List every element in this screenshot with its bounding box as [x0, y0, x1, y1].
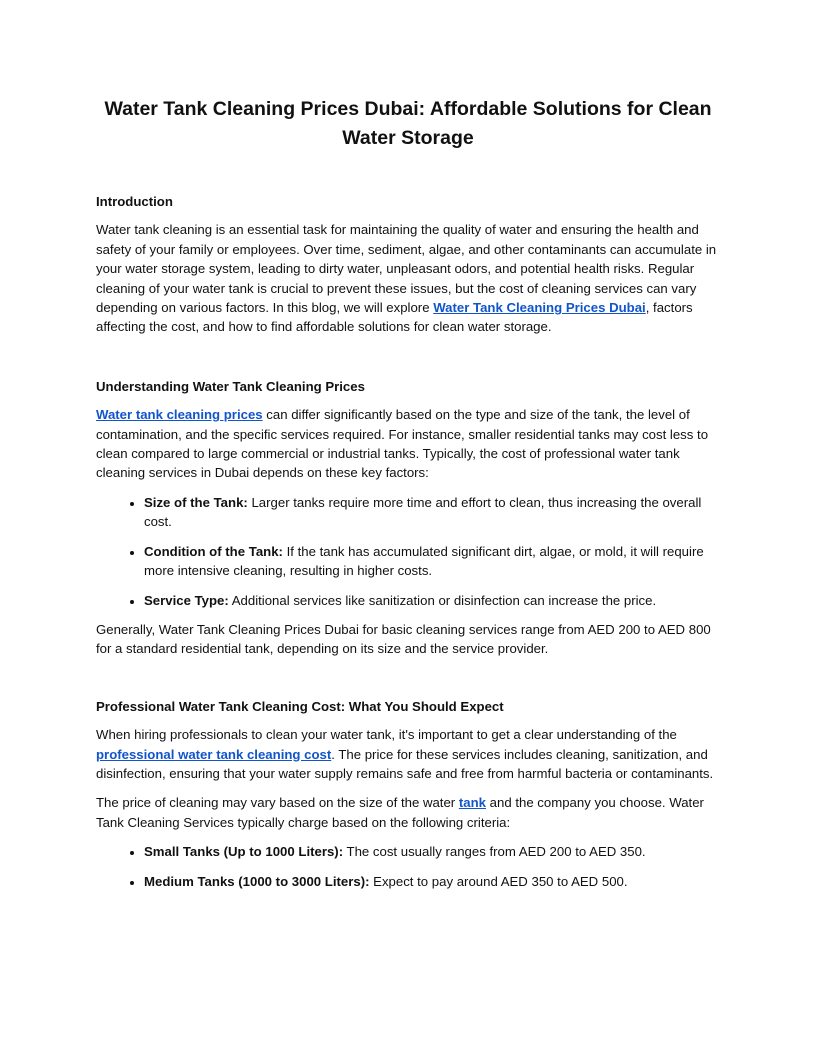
document-title: Water Tank Cleaning Prices Dubai: Affordable Solutions for Clean Water Storage	[104, 98, 712, 149]
list-item	[144, 842, 720, 861]
professional-paragraph-1	[96, 725, 720, 783]
professional-p2-after: and the company you choose. Water Tank Cleaning Services typically charge based on the following criteria:	[96, 795, 704, 830]
list-item	[144, 493, 720, 532]
list-item	[144, 872, 720, 891]
tank-size-list	[96, 842, 720, 891]
cost-factors-list	[96, 493, 720, 610]
intro-text-after: , factors affecting the cost, and how to find affordable solutions for clean water storage.	[96, 300, 693, 335]
bullet-label: Condition of the Tank:	[144, 543, 283, 559]
bullet-text: The cost usually ranges from AED 200 to AED 350.	[343, 844, 646, 860]
water-tank-cleaning-prices-link[interactable]: Water tank cleaning prices	[96, 407, 263, 423]
understanding-paragraph	[96, 405, 720, 483]
professional-text-after: . The price for these services includes cleaning, sanitization, and disinfection, ensuring that your water supply remains safe and free from harmful bacteria or contaminants.	[96, 746, 714, 781]
intro-paragraph	[96, 220, 720, 336]
water-tank-cleaning-prices-dubai-link[interactable]: Water Tank Cleaning Prices Dubai	[433, 300, 646, 316]
understanding-heading: Understanding Water Tank Cleaning Prices	[96, 378, 365, 394]
bullet-text: Expect to pay around AED 350 to AED 500.	[369, 873, 628, 889]
list-item	[144, 542, 720, 581]
professional-cost-link[interactable]: professional water tank cleaning cost	[96, 746, 332, 762]
professional-paragraph-2	[96, 793, 720, 832]
intro-heading: Introduction	[96, 194, 173, 209]
bullet-label: Small Tanks (Up to 1000 Liters):	[144, 844, 344, 860]
professional-text-before: When hiring professionals to clean your water tank, it's important to get a clear understanding of the	[96, 727, 677, 743]
bullet-label: Size of the Tank:	[144, 494, 248, 510]
intro-text-before: Water tank cleaning is an essential task for maintaining the quality of water and ensuring the health and safety of your family or employees. Over time, sediment, algae, and other contaminants can accumulate in your water storage system, leading to dirty water, unpleasant odors, and potential health risks. Regular cleaning of your water tank is crucial to prevent these issues, but the cost of cleaning services can vary depending on various factors. In this blog, we will explore	[96, 222, 717, 316]
professional-p2-before: The price of cleaning may vary based on the size of the water	[96, 795, 459, 811]
professional-heading: Professional Water Tank Cleaning Cost: What You Should Expect	[96, 698, 504, 714]
list-item	[144, 591, 720, 610]
bullet-text: If the tank has accumulated significant dirt, algae, or mold, it will require more intensive cleaning, resulting in higher costs.	[144, 543, 704, 579]
understanding-text-after: can differ significantly based on the type and size of the tank, the level of contamination, and the specific services required. For instance, smaller residential tanks may cost less to clean compared to large commercial or industrial tanks. Typically, the cost of professional water tank cleaning services in Dubai depends on these key factors:	[96, 407, 709, 481]
document-body	[96, 192, 720, 901]
tank-link[interactable]: tank	[458, 795, 486, 811]
bullet-text: Additional services like sanitization or disinfection can increase the price.	[228, 592, 657, 608]
bullet-text: Larger tanks require more time and effort to clean, thus increasing the overall cost.	[144, 494, 702, 530]
understanding-summary-paragraph: Generally, Water Tank Cleaning Prices Dubai for basic cleaning services range from AED 200 to AED 800 for a standard residential tank, depending on its size and the service provider.	[96, 621, 711, 657]
bullet-label: Medium Tanks (1000 to 3000 Liters):	[144, 873, 370, 889]
bullet-label: Service Type:	[144, 592, 229, 608]
